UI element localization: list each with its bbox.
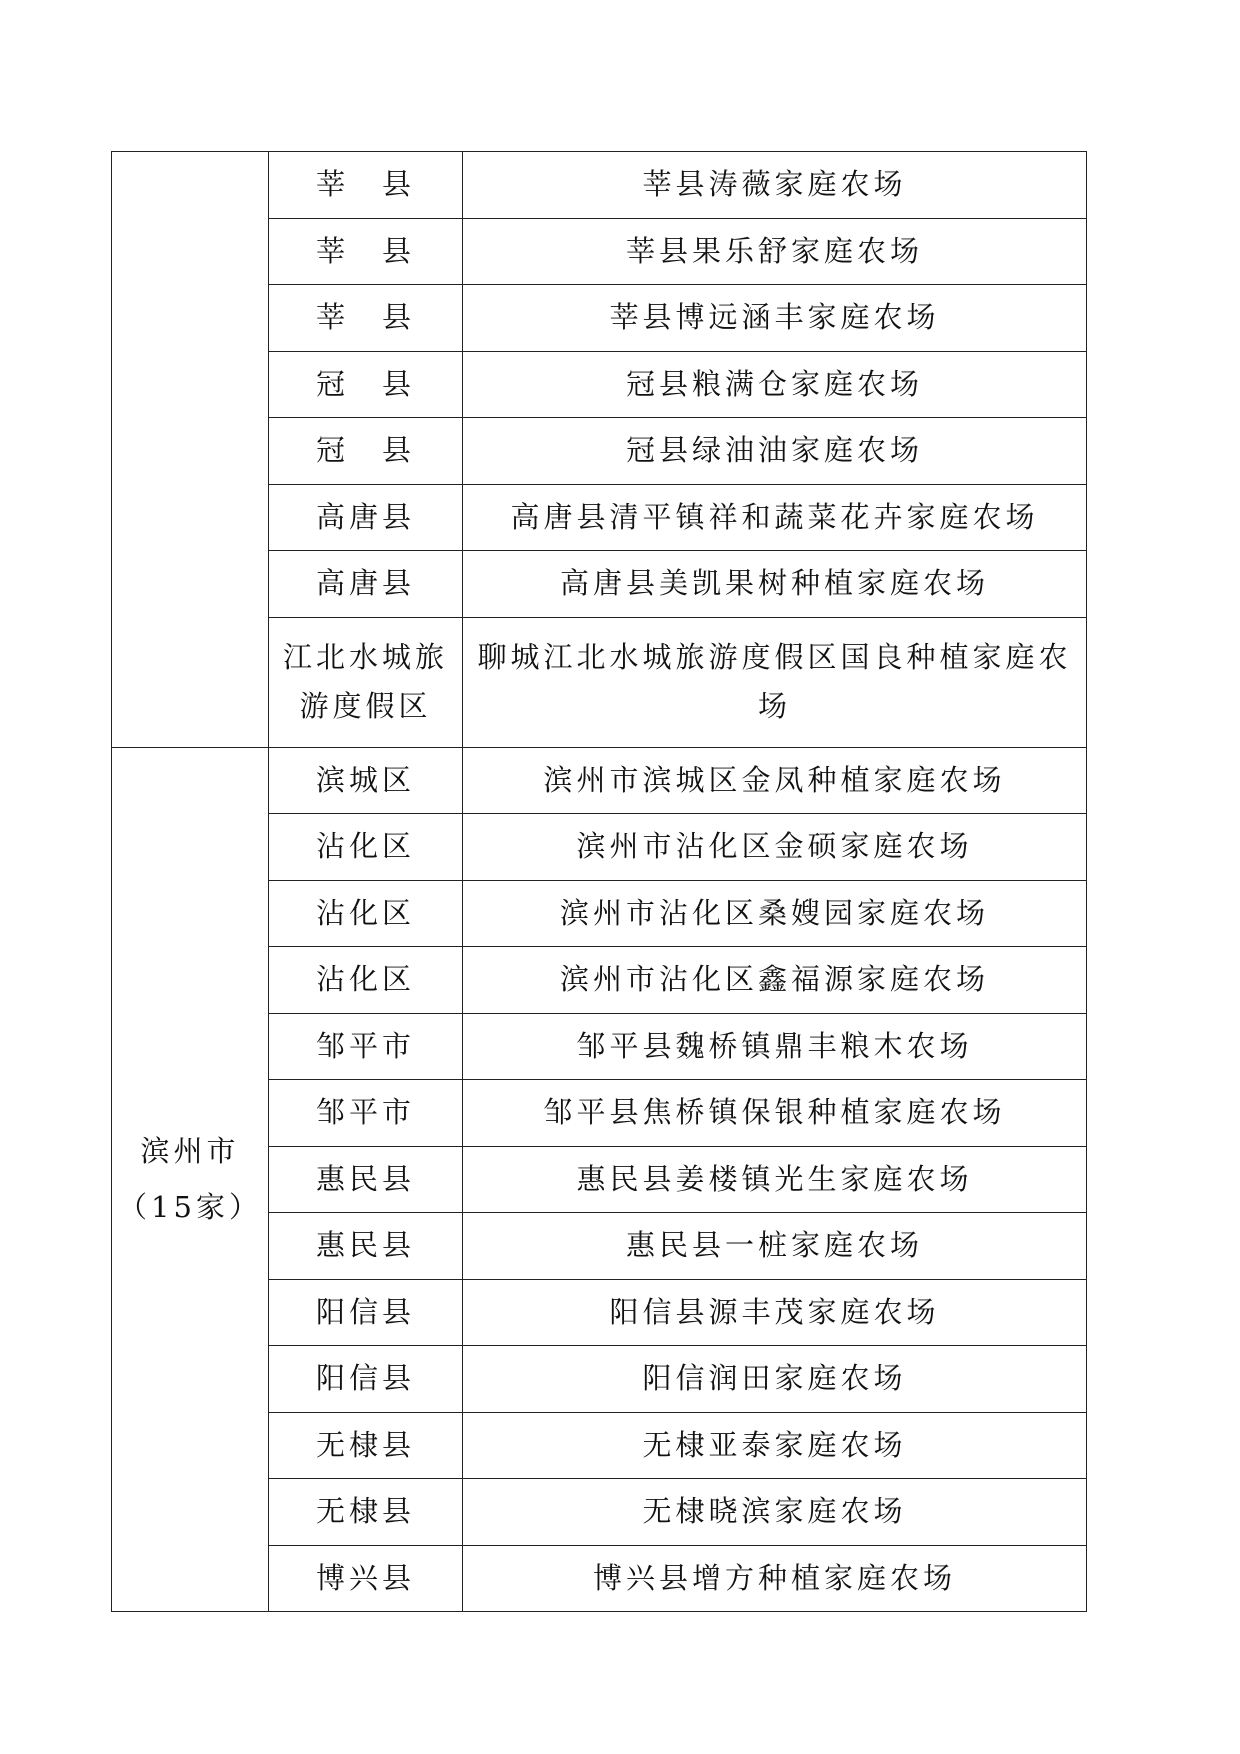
county-cell: 沾化区 (269, 880, 463, 947)
farm-table (111, 151, 1087, 1612)
county-cell: 沾化区 (269, 947, 463, 1014)
county-cell: 莘 县 (269, 218, 463, 285)
farm-name-cell: 滨州市滨城区金凤种植家庭农场 (463, 747, 1087, 814)
farm-name-cell: 莘县果乐舒家庭农场 (463, 218, 1087, 285)
county-cell: 无棣县 (269, 1479, 463, 1546)
farm-name-cell: 无棣亚泰家庭农场 (463, 1412, 1087, 1479)
city-cell (112, 747, 269, 1612)
farm-name-cell: 高唐县清平镇祥和蔬菜花卉家庭农场 (463, 484, 1087, 551)
county-cell: 冠 县 (269, 418, 463, 485)
county-cell: 惠民县 (269, 1146, 463, 1213)
farm-name-cell: 博兴县增方种植家庭农场 (463, 1545, 1087, 1612)
farm-name-cell: 无棣晓滨家庭农场 (463, 1479, 1087, 1546)
farm-name-cell: 阳信润田家庭农场 (463, 1346, 1087, 1413)
table-row (112, 152, 1087, 219)
farm-name-cell: 冠县粮满仓家庭农场 (463, 351, 1087, 418)
farm-name-cell: 惠民县一桩家庭农场 (463, 1213, 1087, 1280)
farm-name-cell: 滨州市沾化区金硕家庭农场 (463, 814, 1087, 881)
city-count: （15家） (118, 1190, 262, 1225)
farm-name-cell: 高唐县美凯果树种植家庭农场 (463, 551, 1087, 618)
farm-name-cell: 滨州市沾化区鑫福源家庭农场 (463, 947, 1087, 1014)
farm-name-cell: 惠民县姜楼镇光生家庭农场 (463, 1146, 1087, 1213)
county-cell: 邹平市 (269, 1080, 463, 1147)
county-cell: 无棣县 (269, 1412, 463, 1479)
farm-name-cell: 聊城江北水城旅游度假区国良种植家庭农场 (463, 617, 1087, 747)
county-cell: 冠 县 (269, 351, 463, 418)
county-cell: 江北水城旅 游度假区 (269, 617, 463, 747)
county-cell: 博兴县 (269, 1545, 463, 1612)
county-cell: 莘 县 (269, 152, 463, 219)
county-cell: 高唐县 (269, 551, 463, 618)
county-cell: 沾化区 (269, 814, 463, 881)
farm-table-body (112, 152, 1087, 1612)
farm-name-cell: 邹平县焦桥镇保银种植家庭农场 (463, 1080, 1087, 1147)
city-label (118, 1123, 262, 1236)
farm-name-cell: 冠县绿油油家庭农场 (463, 418, 1087, 485)
county-cell: 滨城区 (269, 747, 463, 814)
city-cell (112, 152, 269, 748)
city-name: 滨州市 (140, 1133, 240, 1168)
county-cell: 莘 县 (269, 285, 463, 352)
farm-name-cell: 阳信县源丰茂家庭农场 (463, 1279, 1087, 1346)
county-cell: 高唐县 (269, 484, 463, 551)
county-cell: 阳信县 (269, 1279, 463, 1346)
county-cell: 邹平市 (269, 1013, 463, 1080)
farm-name-cell: 邹平县魏桥镇鼎丰粮木农场 (463, 1013, 1087, 1080)
farm-name-cell: 滨州市沾化区桑嫂园家庭农场 (463, 880, 1087, 947)
county-cell: 惠民县 (269, 1213, 463, 1280)
farm-name-cell: 莘县涛薇家庭农场 (463, 152, 1087, 219)
table-row (112, 747, 1087, 814)
county-cell: 阳信县 (269, 1346, 463, 1413)
farm-name-cell: 莘县博远涵丰家庭农场 (463, 285, 1087, 352)
